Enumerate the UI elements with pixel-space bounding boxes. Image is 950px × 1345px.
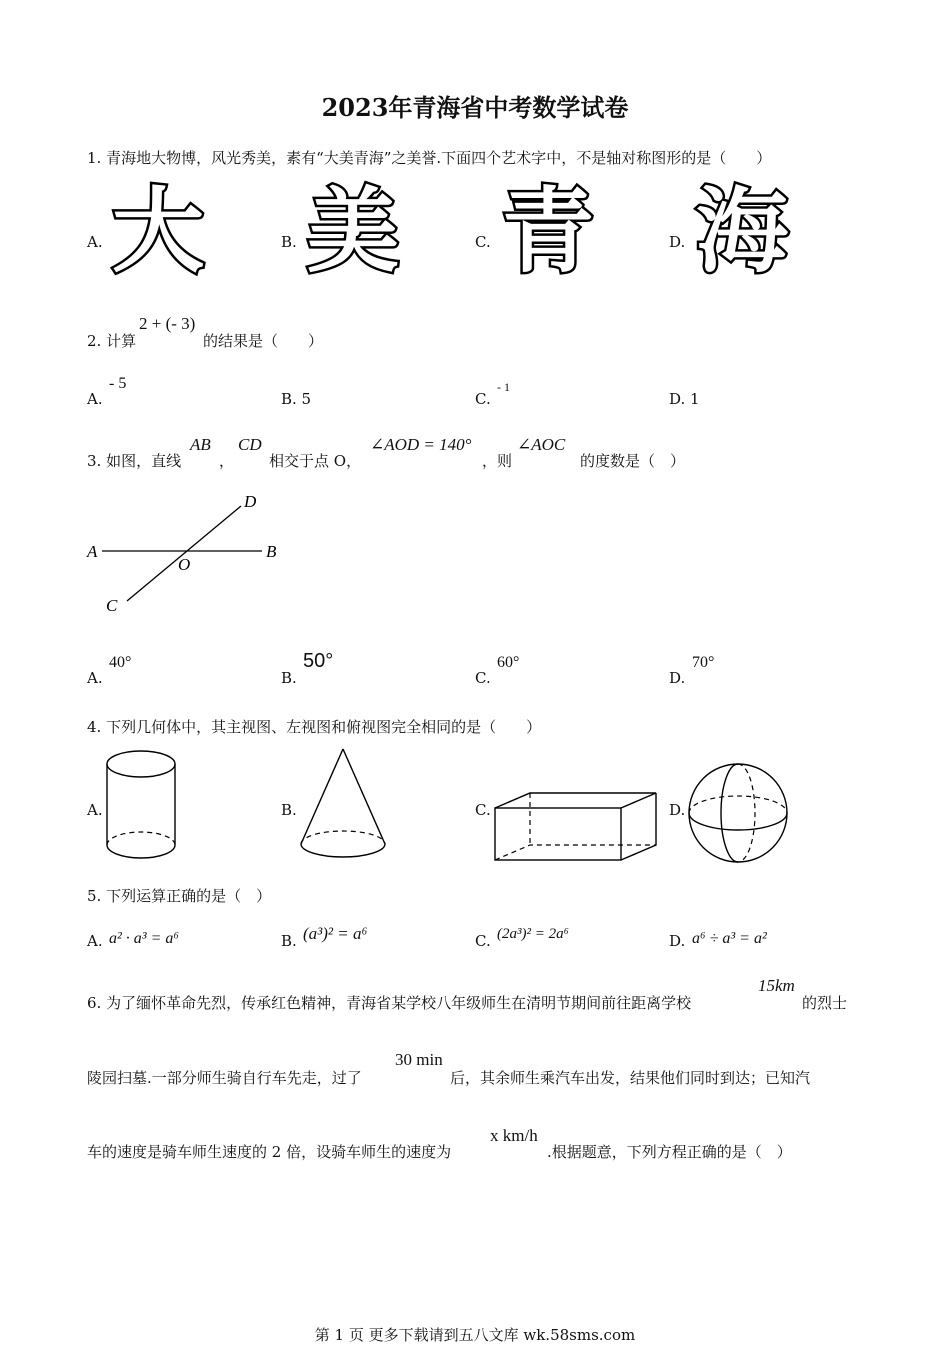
sphere-figure (686, 762, 792, 864)
q1-option-d-art-char: 海 (696, 178, 789, 285)
question-1-stem: 1. 青海地大物博，风光秀美，素有“大美青海”之美誉.下面四个艺术字中，不是轴对称图形的是（ ） (87, 149, 772, 167)
q1-option-b-label: B. (281, 233, 297, 251)
q3-line-cd: CD (238, 435, 262, 454)
q4-option-b-label: B. (281, 801, 297, 819)
q3-angle-aoc: ∠AOC (517, 435, 566, 454)
q2-expression: 2 + (- 3) (139, 314, 196, 333)
q3-intersecting-lines-figure (80, 485, 300, 620)
line-cd (127, 506, 241, 601)
q1-option-c-art-char: 青 (502, 178, 595, 285)
cylinder-figure (104, 748, 179, 864)
q3-line-ab: AB (190, 435, 211, 454)
q5-option-b-label: B. (281, 932, 297, 950)
q4-option-d-label: D. (669, 801, 686, 819)
question-6-line-2-end: 后，其余师生乘汽车出发，结果他们同时到达；已知汽 (450, 1069, 811, 1087)
question-2-prefix: 2. 计算 (87, 332, 137, 350)
q3-option-b-label: B. (281, 669, 297, 687)
question-6-line-1-end: 的烈士 (802, 994, 848, 1012)
q3-option-c-label: C. (475, 669, 491, 687)
question-6-line-2: 陵园扫墓.一部分师生骑自行车先走，过了 (87, 1069, 362, 1087)
q2-option-c-value: - 1 (497, 380, 510, 394)
question-3-suffix: 的度数是（ ） (580, 452, 686, 470)
question-3-prefix: 3. 如图，直线 (87, 452, 182, 470)
question-4-stem: 4. 下列几何体中，其主视图、左视图和俯视图完全相同的是（ ） (87, 718, 542, 736)
q1-option-b-art-char: 美 (307, 178, 400, 285)
q6-distance: 15km (758, 976, 795, 995)
q1-option-c-label: C. (475, 233, 491, 251)
q4-option-a-label: A. (87, 801, 103, 819)
cone-figure (298, 746, 390, 864)
q3-option-c-value: 60° (497, 654, 520, 671)
question-2-suffix: 的结果是（ ） (203, 332, 324, 350)
page-footer: 第 1 页 更多下载请到五八文库 wk.58sms.com (314, 1326, 636, 1344)
question-5-stem: 5. 下列运算正确的是（ ） (87, 887, 272, 905)
q1-option-d-label: D. (669, 233, 686, 251)
q3-option-a-label: A. (87, 669, 103, 687)
q5-option-c-expr: (2a³)² = 2a⁶ (497, 926, 569, 942)
q3-option-d-value: 70° (692, 654, 715, 671)
q6-time: 30 min (395, 1050, 443, 1069)
q2-option-d: D. 1 (669, 390, 700, 408)
q5-option-d-expr: a⁶ ÷ a³ = a² (692, 930, 767, 947)
q3-option-a-value: 40° (109, 654, 132, 671)
q5-option-b-expr: (a³)² = a⁶ (303, 924, 368, 943)
q3-separator: ， (219, 452, 235, 470)
q3-option-d-label: D. (669, 669, 686, 687)
question-6-line-1: 6. 为了缅怀革命先烈，传承红色精神，青海省某学校八年级师生在清明节期间前往距离学校 (87, 994, 692, 1012)
q6-speed: x km/h (490, 1126, 538, 1145)
label-c: C (106, 596, 118, 615)
q3-middle-text: 相交于点 O， (269, 452, 362, 470)
q3-then-text: ，则 (482, 452, 513, 470)
q1-option-a-art-char: 大 (112, 178, 205, 285)
q5-option-c-label: C. (475, 932, 491, 950)
label-a: A (87, 542, 98, 561)
label-b: B (266, 542, 277, 561)
q2-option-a-label: A. (87, 390, 103, 408)
q3-option-b-value: 50° (303, 650, 334, 672)
question-6-line-3-end: .根据题意，下列方程正确的是（ ） (547, 1143, 792, 1161)
q2-option-b: B. 5 (281, 390, 312, 408)
q5-option-a-expr: a² · a³ = a⁶ (109, 930, 179, 947)
cuboid-figure (492, 790, 660, 864)
q2-option-a-value: - 5 (109, 375, 127, 392)
q5-option-a-label: A. (87, 932, 103, 950)
q1-option-a-label: A. (87, 233, 103, 251)
question-6-line-3: 车的速度是骑车师生速度的 2 倍，设骑车师生的速度为 (87, 1143, 452, 1161)
q5-option-d-label: D. (669, 932, 686, 950)
q3-given-angle: ∠AOD = 140° (370, 435, 472, 454)
page-title: 2023年青海省中考数学试卷 (321, 93, 629, 122)
q2-option-c-label: C. (475, 390, 491, 408)
label-d: D (244, 492, 257, 511)
label-o: O (178, 555, 191, 574)
q4-option-c-label: C. (475, 801, 491, 819)
